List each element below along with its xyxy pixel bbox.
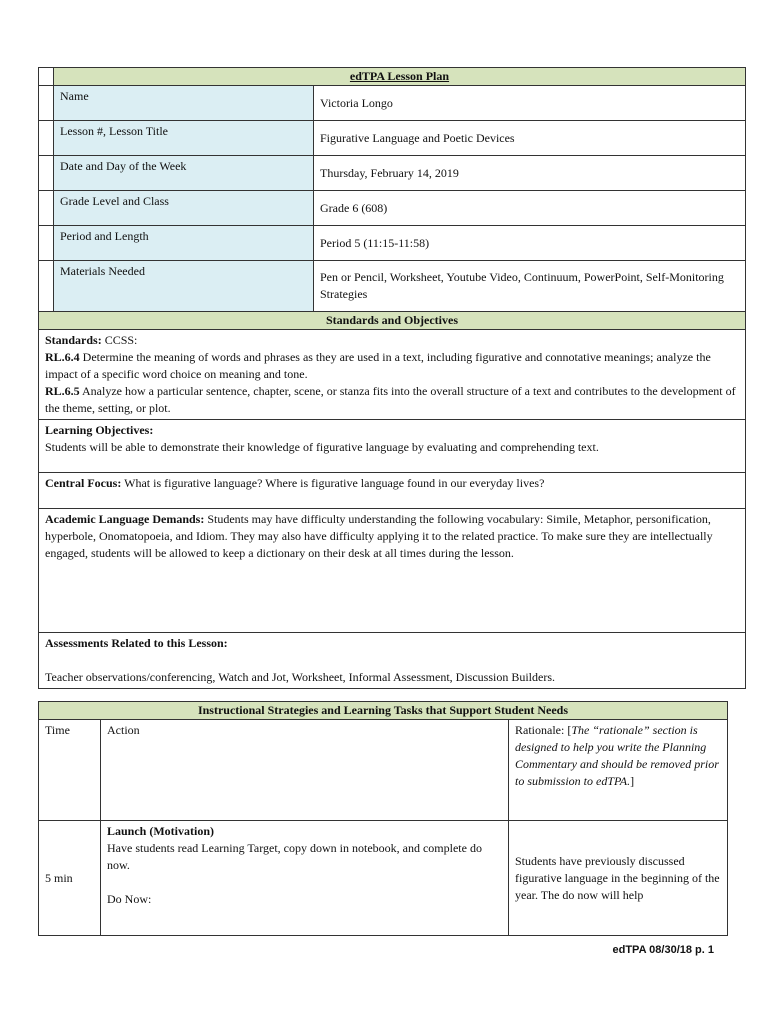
- info-row-date: [39, 156, 746, 191]
- info-label: Lesson #, Lesson Title: [54, 121, 314, 156]
- lesson-plan-table: [38, 67, 746, 689]
- launch-rationale: Students have previously discussed figurative language in the beginning of the year. The do now will help: [509, 821, 728, 936]
- info-value: Grade 6 (608): [314, 191, 746, 226]
- info-value: Figurative Language and Poetic Devices: [314, 121, 746, 156]
- col-action-header: Action: [101, 720, 509, 821]
- info-label: Name: [54, 86, 314, 121]
- col-time-header: Time: [39, 720, 101, 821]
- instructional-header: Instructional Strategies and Learning Tasks that Support Student Needs: [39, 702, 728, 720]
- info-value: Thursday, February 14, 2019: [314, 156, 746, 191]
- info-row-grade: [39, 191, 746, 226]
- info-label: Date and Day of the Week: [54, 156, 314, 191]
- standards-section: Standards: CCSS: RL.6.4 Determine the meaning of words and phrases as they are used in a text, including figurative and connotative meanings; analyze the impact of a specific word choice on meaning and tone. RL.6.5 Analyze how a particular sentence, chapter, scene, or stanza fits into the overall structure of a text and contributes to the development of the theme, setting, or plot.: [39, 330, 746, 420]
- lesson-plan-title: edTPA Lesson Plan: [54, 68, 746, 86]
- instructional-table: [38, 701, 728, 936]
- standard-text: Determine the meaning of words and phrases as they are used in a text, including figurative and connotative meanings; analyze the impact of a specific word choice on meaning and tone.: [45, 350, 711, 381]
- standard-code: RL.6.5: [45, 384, 80, 398]
- table-row: [39, 821, 728, 936]
- info-row-lesson-title: [39, 121, 746, 156]
- standards-header: Standards and Objectives: [39, 312, 746, 330]
- spacer-cell: [39, 68, 54, 86]
- standard-code: RL.6.4: [45, 350, 80, 364]
- info-row-period: [39, 226, 746, 261]
- info-value: Period 5 (11:15-11:58): [314, 226, 746, 261]
- info-value: Pen or Pencil, Worksheet, Youtube Video, Continuum, PowerPoint, Self-Monitoring Strategies: [314, 261, 746, 312]
- info-row-name: [39, 86, 746, 121]
- info-label: Grade Level and Class: [54, 191, 314, 226]
- info-row-materials: [39, 261, 746, 312]
- col-rationale-header: Rationale: [The “rationale” section is designed to help you write the Planning Commentary and should be removed prior to submission to edTPA.]: [509, 720, 728, 821]
- central-focus-section: Central Focus: What is figurative language? Where is figurative language found in our everyday lives?: [39, 473, 746, 509]
- launch-action: Launch (Motivation) Have students read Learning Target, copy down in notebook, and complete do now. Do Now:: [101, 821, 509, 936]
- launch-time: 5 min: [39, 821, 101, 936]
- info-label: Period and Length: [54, 226, 314, 261]
- standard-text: Analyze how a particular sentence, chapter, scene, or stanza fits into the overall structure of a text and contributes to the development of the theme, setting, or plot.: [45, 384, 736, 415]
- info-label: Materials Needed: [54, 261, 314, 312]
- info-value: Victoria Longo: [314, 86, 746, 121]
- assessments-section: Assessments Related to this Lesson: Teacher observations/conferencing, Watch and Jot, Worksheet, Informal Assessment, Discussion Builders.: [39, 633, 746, 689]
- academic-language-section: Academic Language Demands: Students may have difficulty understanding the following vocabulary: Simile, Metaphor, personification, hyperbole, Onomatopoeia, and Idiom. They may also have difficulty applying it to the related practice. To make sure they are intellectually engaged, students will be allowed to keep a dictionary on their desk at all times during the lesson.: [39, 509, 746, 633]
- learning-objectives-section: Learning Objectives: Students will be able to demonstrate their knowledge of figurative language by evaluating and comprehending text.: [39, 420, 746, 473]
- page-footer: edTPA 08/30/18 p. 1: [612, 944, 714, 956]
